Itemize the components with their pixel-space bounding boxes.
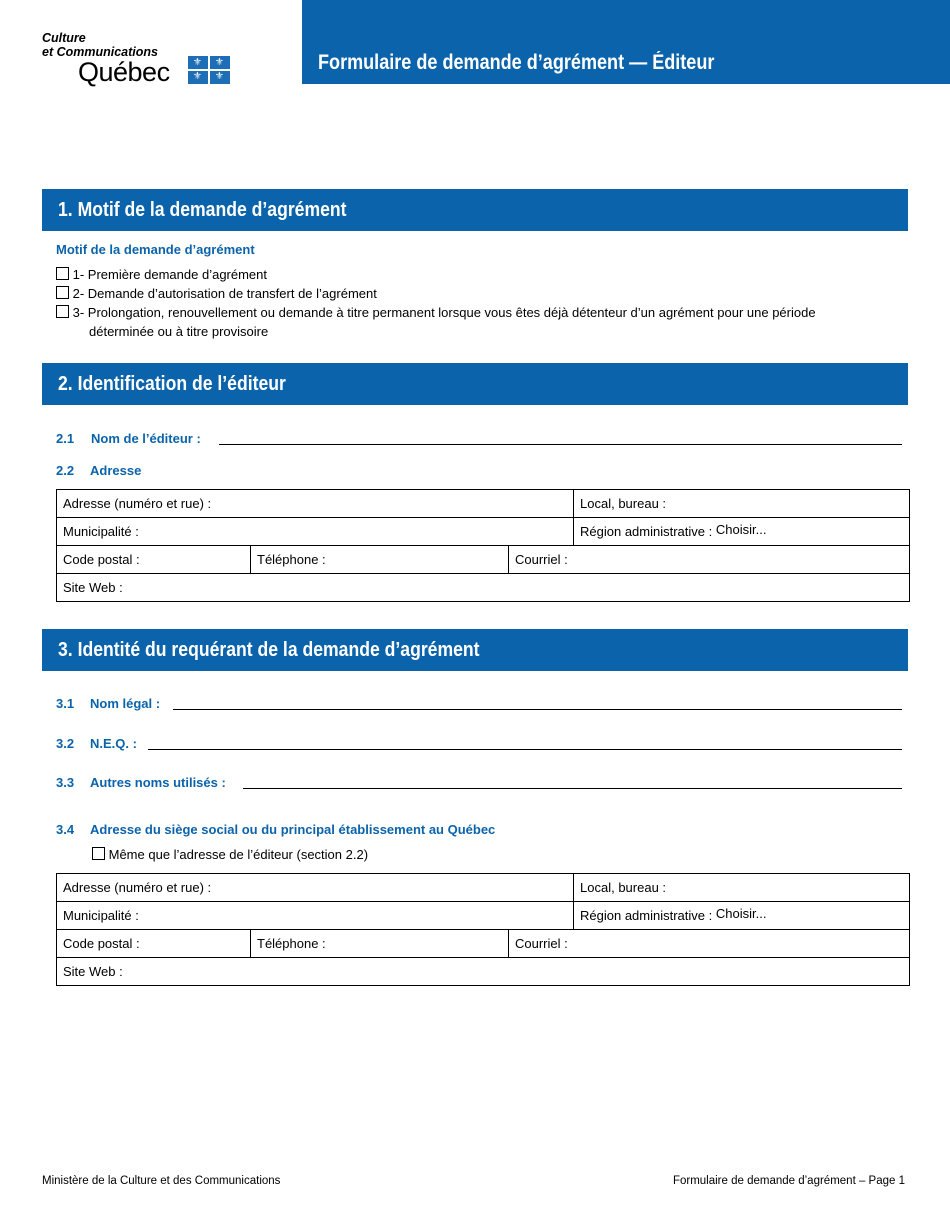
legal-name-label: Nom légal : bbox=[90, 696, 161, 711]
neq-input[interactable] bbox=[148, 749, 902, 750]
section-1-header bbox=[42, 189, 908, 231]
office-field[interactable]: Local, bureau : bbox=[574, 874, 910, 902]
option-label: 3- Prolongation, renouvellement ou demande à titre permanent lorsque vous êtes déjà détenteur d’un agrément pour une période bbox=[72, 305, 816, 320]
editor-name-label: Nom de l’éditeur : bbox=[91, 431, 201, 446]
email-field[interactable]: Courriel : bbox=[509, 930, 910, 958]
option-label: 1- Première demande d’agrément bbox=[72, 267, 268, 282]
option-renewal-continued: déterminée ou à titre provisoire bbox=[89, 324, 269, 339]
editor-address-table bbox=[56, 489, 910, 602]
editor-name-input[interactable] bbox=[219, 444, 902, 445]
street-field[interactable]: Adresse (numéro et rue) : bbox=[57, 874, 574, 902]
table-row bbox=[57, 518, 910, 546]
field-3-2-number: 3.2 bbox=[56, 736, 75, 751]
region-label: Région administrative : bbox=[580, 908, 713, 923]
logo-line-2: et Communications bbox=[42, 45, 158, 59]
region-label: Région administrative : bbox=[580, 524, 713, 539]
region-select[interactable]: Choisir... bbox=[715, 906, 767, 921]
logo-quebec-wordmark: Québec bbox=[78, 57, 170, 87]
footer-page-number: Formulaire de demande d’agrément – Page 1 bbox=[672, 1175, 905, 1187]
option-first-request[interactable] bbox=[56, 267, 267, 282]
same-address-checkbox[interactable] bbox=[92, 847, 105, 860]
table-row bbox=[57, 574, 910, 602]
page-title: Formulaire de demande d’agrément — Éditeur bbox=[318, 51, 715, 74]
footer-ministry: Ministère de la Culture et des Communications bbox=[42, 1175, 281, 1187]
region-select[interactable]: Choisir... bbox=[715, 522, 767, 537]
checkbox[interactable] bbox=[56, 305, 69, 318]
ministry-logo-text bbox=[42, 31, 158, 59]
option-transfer-request[interactable] bbox=[56, 286, 377, 301]
checkbox[interactable] bbox=[56, 267, 69, 280]
postal-code-field[interactable]: Code postal : bbox=[57, 930, 251, 958]
head-office-address-label: Adresse du siège social ou du principal établissement au Québec bbox=[90, 822, 496, 837]
table-row bbox=[57, 902, 910, 930]
website-field[interactable]: Site Web : bbox=[57, 574, 910, 602]
other-names-label: Autres noms utilisés : bbox=[90, 775, 226, 790]
section-3-header bbox=[42, 629, 908, 671]
website-field[interactable]: Site Web : bbox=[57, 958, 910, 986]
field-3-4-number: 3.4 bbox=[56, 822, 75, 837]
table-row bbox=[57, 930, 910, 958]
section-2-title: 2. Identification de l’éditeur bbox=[58, 373, 286, 395]
other-names-input[interactable] bbox=[243, 788, 902, 789]
table-row bbox=[57, 546, 910, 574]
same-address-label: Même que l’adresse de l’éditeur (section 2.2) bbox=[108, 847, 369, 862]
phone-field[interactable]: Téléphone : bbox=[251, 546, 509, 574]
section-1-title: 1. Motif de la demande d’agrément bbox=[58, 199, 347, 221]
section-3-title: 3. Identité du requérant de la demande d’agrément bbox=[58, 639, 480, 661]
field-3-1-number: 3.1 bbox=[56, 696, 75, 711]
region-field[interactable] bbox=[574, 518, 910, 546]
section-2-header bbox=[42, 363, 908, 405]
region-field[interactable] bbox=[574, 902, 910, 930]
field-2-1-number: 2.1 bbox=[56, 431, 75, 446]
municipality-field[interactable]: Municipalité : bbox=[57, 902, 574, 930]
neq-label: N.E.Q. : bbox=[90, 736, 137, 751]
street-field[interactable]: Adresse (numéro et rue) : bbox=[57, 490, 574, 518]
phone-field[interactable]: Téléphone : bbox=[251, 930, 509, 958]
table-row bbox=[57, 490, 910, 518]
field-3-3-number: 3.3 bbox=[56, 775, 75, 790]
table-row bbox=[57, 874, 910, 902]
same-address-option[interactable] bbox=[92, 847, 368, 862]
section-1-subtitle: Motif de la demande d’agrément bbox=[56, 242, 255, 257]
option-label: 2- Demande d’autorisation de transfert de l’agrément bbox=[72, 286, 377, 301]
address-label: Adresse bbox=[90, 463, 142, 478]
email-field[interactable]: Courriel : bbox=[509, 546, 910, 574]
quebec-flag-icon: ⚜ ⚜ ⚜ ⚜ bbox=[188, 56, 230, 84]
legal-name-input[interactable] bbox=[173, 709, 902, 710]
municipality-field[interactable]: Municipalité : bbox=[57, 518, 574, 546]
logo-line-1: Culture bbox=[42, 31, 86, 45]
field-2-2-number: 2.2 bbox=[56, 463, 75, 478]
option-renewal-request[interactable] bbox=[56, 305, 816, 320]
head-office-address-table bbox=[56, 873, 910, 986]
postal-code-field[interactable]: Code postal : bbox=[57, 546, 251, 574]
checkbox[interactable] bbox=[56, 286, 69, 299]
office-field[interactable]: Local, bureau : bbox=[574, 490, 910, 518]
table-row bbox=[57, 958, 910, 986]
